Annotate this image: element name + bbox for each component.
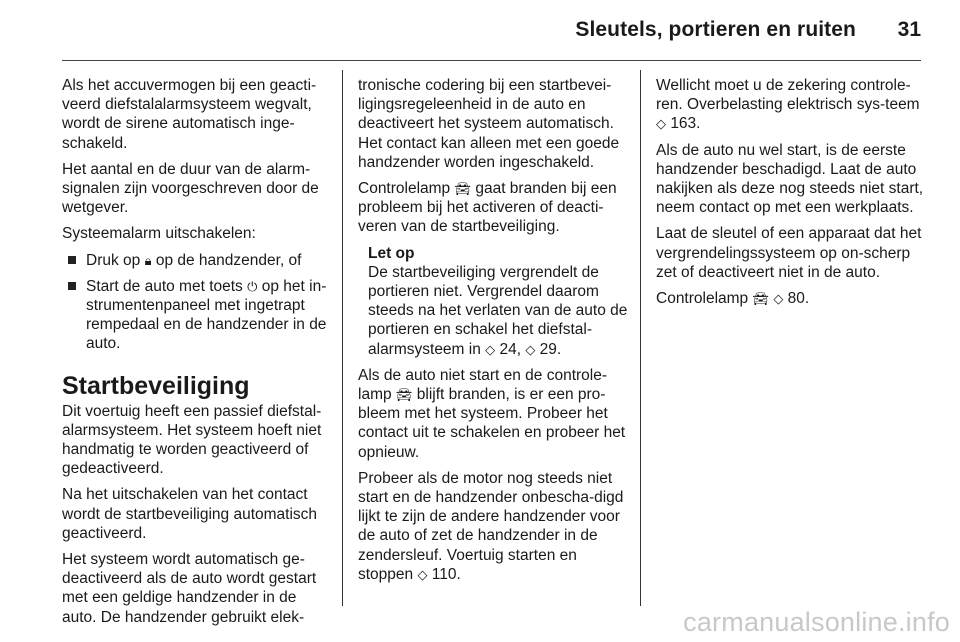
page-reference-icon: ◇ <box>525 341 536 357</box>
note-box <box>368 244 630 359</box>
column-left <box>62 76 330 634</box>
page-reference[interactable]: 29. <box>539 340 562 358</box>
page-header <box>0 0 960 62</box>
note-text: De startbeveiliging vergrendelt de portieren niet. Vergrendel daarom steeds na het verlaten van de auto de portieren en schakel het diefstal-alarmsysteem in <box>368 263 628 358</box>
paragraph: tronische codering bij een startbevei-ligingsregeleenheid in de auto en deactiveert het systeem automatisch. Het contact kan alleen met een goede handzender worden ingeschakeld. <box>358 77 620 171</box>
column-divider <box>342 70 343 606</box>
immobilizer-warning-lamp-icon: 🚘︎ <box>395 387 413 403</box>
paragraph: Systeemalarm uitschakelen: <box>62 225 256 243</box>
column-middle <box>358 76 630 591</box>
paragraph: Controlelamp 🚘︎ gaat branden bij een probleem bij het activeren of deacti-veren van de startbeveiliging. <box>358 180 617 236</box>
page-reference[interactable]: 80. <box>787 290 810 308</box>
section-title: Sleutels, portieren en ruiten <box>575 18 856 41</box>
paragraph: Dit voertuig heeft een passief diefstal-alarmsysteem. Het systeem hoeft niet handmatig te worden geactiveerd of gedeactiveerd. <box>62 402 322 478</box>
power-button-icon: ⏻ <box>247 278 258 294</box>
paragraph: Als de auto nu wel start, is de eerste handzender beschadigd. Laat de auto nakijken als deze nog steeds niet start, neem contact op met een werkplaats. <box>656 141 924 217</box>
section-heading: Startbeveiliging <box>62 371 250 400</box>
bullet-mark <box>68 282 76 290</box>
immobilizer-warning-lamp-icon: 🚘︎ <box>454 181 472 197</box>
paragraph: Na het uitschakelen van het contact wordt de startbeveiliging automatisch geactiveerd. <box>62 486 318 542</box>
paragraph: Als het accuvermogen bij een geacti-veerd diefstalalarmsysteem wegvalt, wordt de sirene automatisch inge-schakeld. <box>62 77 317 152</box>
page-reference-icon: ◇ <box>417 566 428 582</box>
bullet-mark <box>68 256 76 264</box>
page-reference[interactable]: 110. <box>431 565 461 583</box>
paragraph: Wellicht moet u de zekering controle-ren. Overbelasting elektrisch sys-teem ◇ 163. <box>656 77 920 133</box>
page-reference[interactable]: 24, <box>499 340 522 358</box>
list-item: Druk op 🔒︎ op de handzender, of <box>68 251 330 270</box>
list-item: Start de auto met toets ⏻ op het in-strumentenpaneel met ingetrapt rempedaal en de handzender in de auto. <box>68 277 330 354</box>
paragraph: Probeer als de motor nog steeds niet start en de handzender onbescha-digd lijkt te zijn de andere handzender voor de auto of zet de handzender in de zendersleuf. Voertuig starten en stoppen ◇ 110. <box>358 469 624 583</box>
paragraph: Laat de sleutel of een apparaat dat het vergrendelingssysteem op on-scherp zet of deactiveert niet in de auto. <box>656 225 922 281</box>
paragraph: Controlelamp 🚘︎ ◇ 80. <box>656 290 810 308</box>
page-number: 31 <box>897 18 921 41</box>
paragraph: Het aantal en de duur van de alarm-signalen zijn voorgeschreven door de wetgever. <box>62 160 319 217</box>
paragraph: Als de auto niet start en de controle-lamp 🚘︎ blijft branden, is er een pro-bleem met het systeem. Probeer het contact uit te schakelen en probeer het opnieuw. <box>358 366 626 461</box>
column-divider <box>640 70 641 606</box>
header-rule <box>62 60 921 61</box>
note-title: Let op <box>368 244 415 262</box>
watermark: carmanualsonline.info <box>683 607 950 637</box>
column-right <box>656 76 924 315</box>
page-reference-icon: ◇ <box>485 341 496 357</box>
immobilizer-warning-lamp-icon: 🚘︎ <box>752 291 770 307</box>
page-reference-icon: ◇ <box>773 291 784 307</box>
lock-icon: 🔒︎ <box>144 252 152 268</box>
paragraph: Het systeem wordt automatisch ge-deactiveerd als de auto wordt gestart met een geldige handzender in de auto. De handzender gebruikt elek- <box>62 551 317 626</box>
page-reference-icon: ◇ <box>656 116 666 132</box>
page-reference[interactable]: 163. <box>670 115 701 133</box>
